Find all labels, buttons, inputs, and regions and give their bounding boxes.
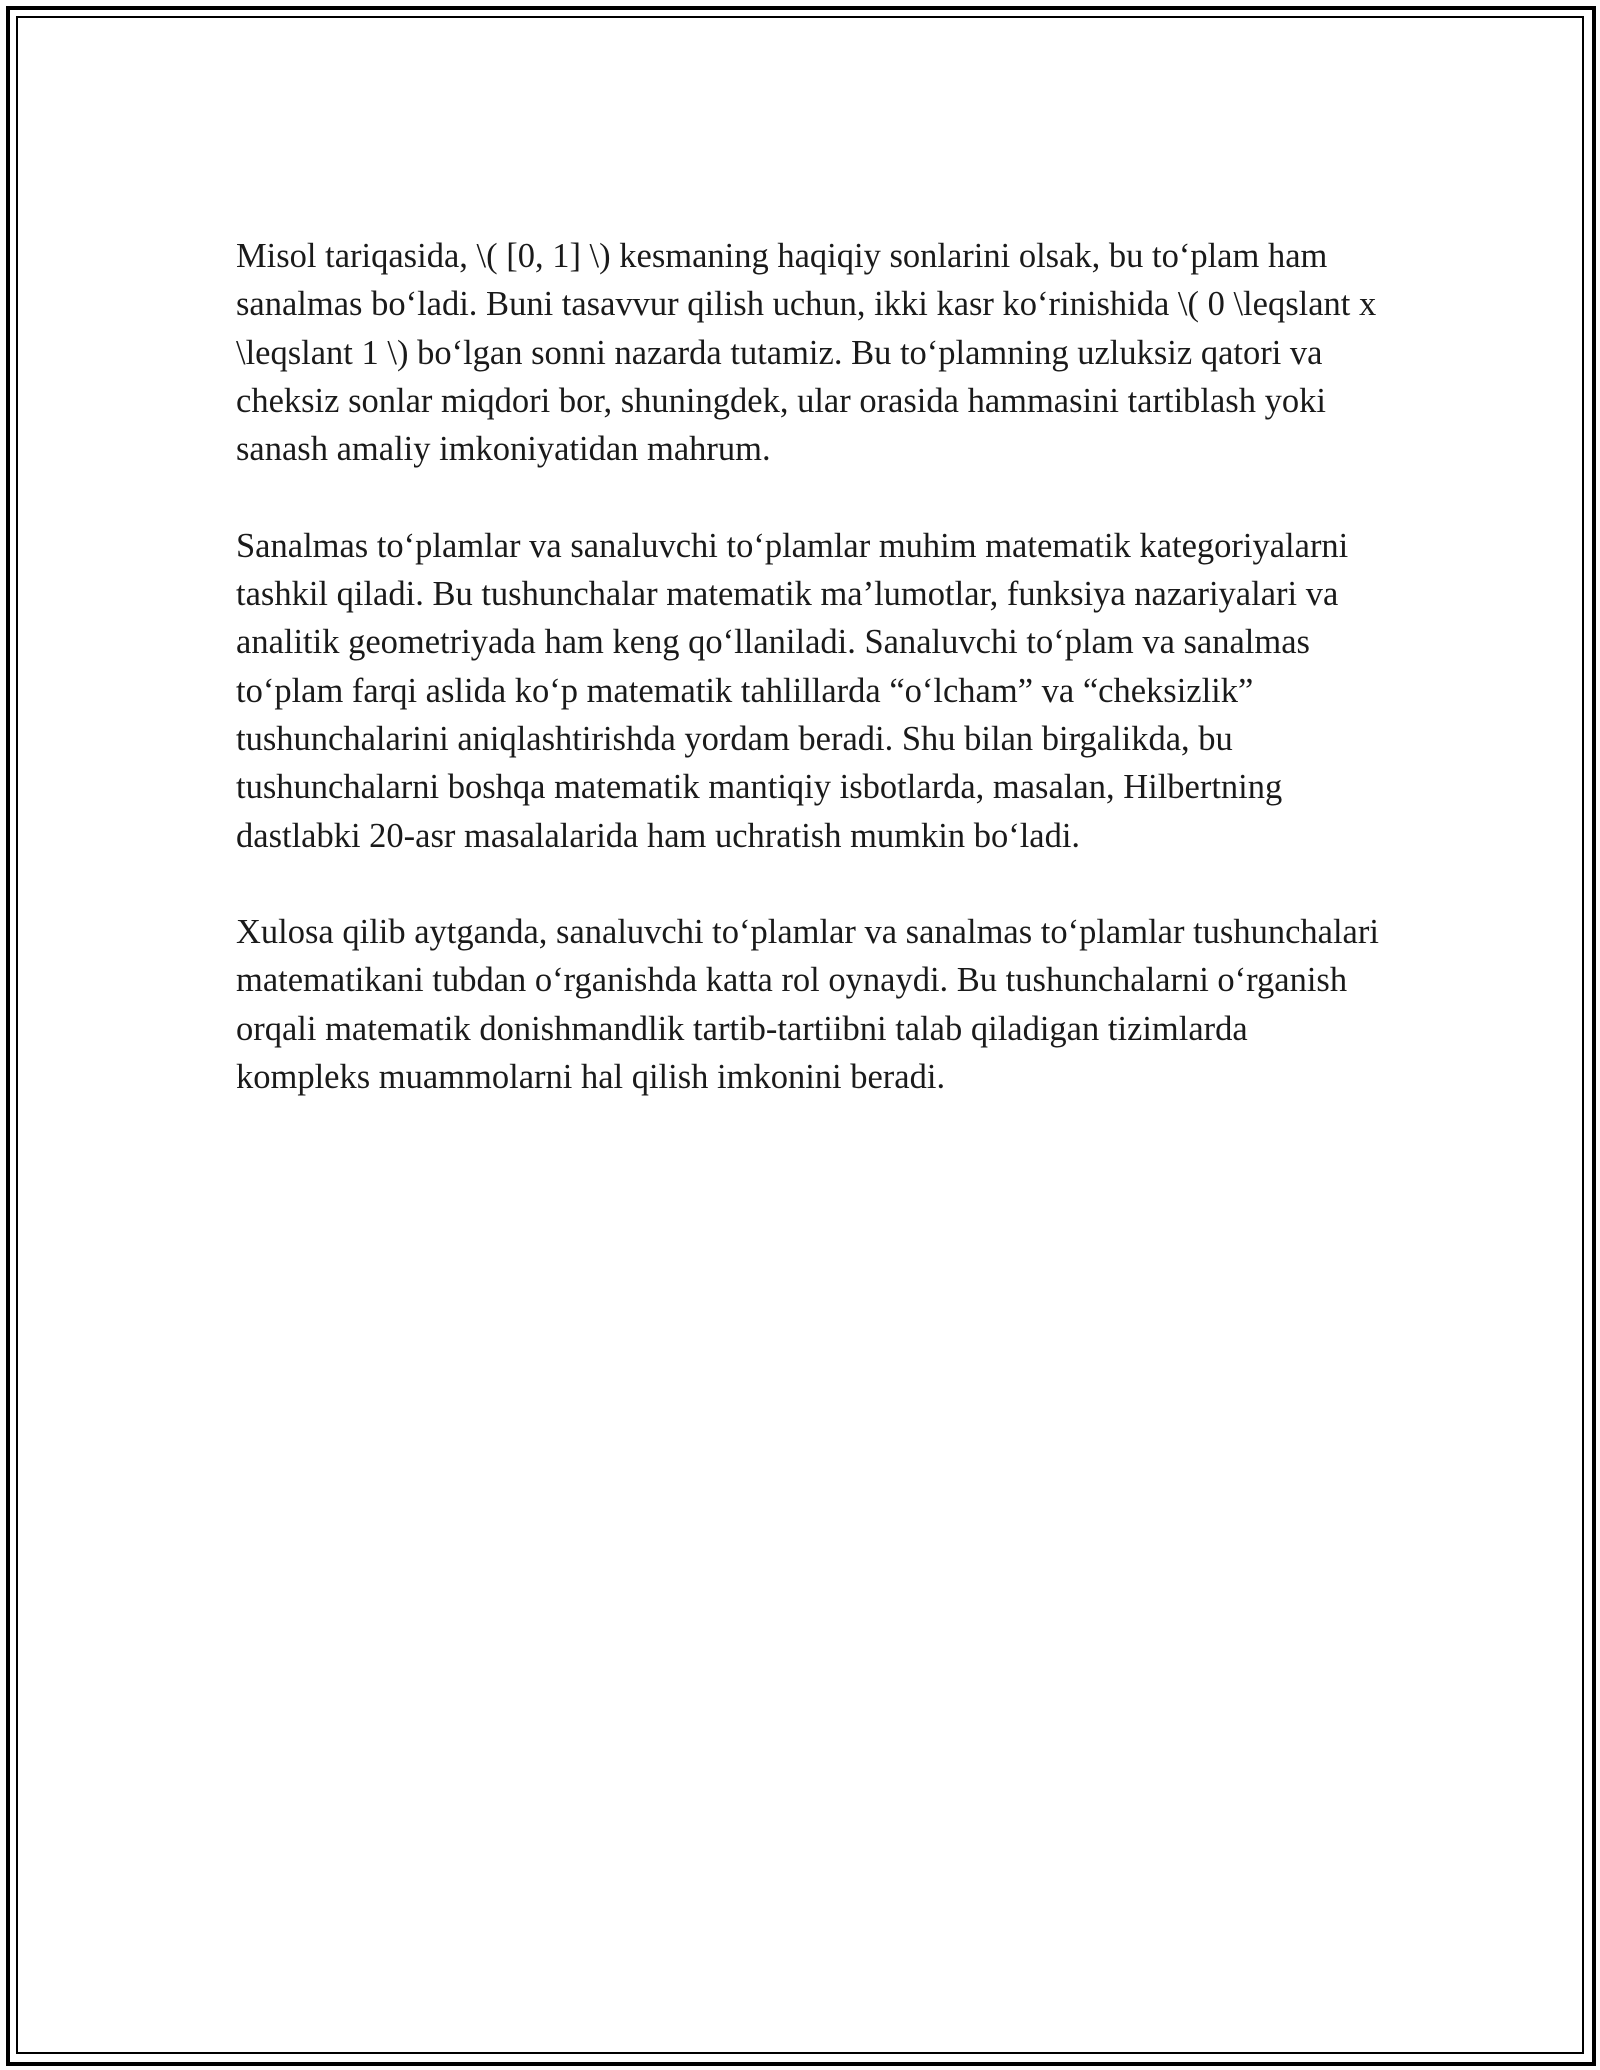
paragraph-3: Xulosa qilib aytganda, sanaluvchi to‘plamlar va sanalmas to‘plamlar tushunchalari matematikani tubdan o‘rganishda katta rol oynaydi. Bu tushunchalarni o‘rganish orqali matematik donishmandlik tartib-tartiibni talab qiladigan tizimlarda kompleks muammolarni hal qilish imkonini beradi. (236, 913, 1379, 1097)
paragraph-2: Sanalmas to‘plamlar va sanaluvchi to‘plamlar muhim matematik kategoriyalarni tashkil qiladi. Bu tushunchalar matematik ma’lumotlar, funksiya nazariyalari va analitik geometriyada ham keng qo‘llaniladi. Sanaluvchi to‘plam va sanalmas to‘plam farqi aslida ko‘p matematik tahlillarda “o‘lcham” va “cheksizlik” tushunchalarini aniqlashtirishda yordam beradi. Shu bilan birgalikda, bu tushunchalarni boshqa matematik mantiqiy isbotlarda, masalan, Hilbertning dastlabki 20-asr masalalarida ham uchratish mumkin bo‘ladi. (236, 526, 1349, 855)
paragraph-1: Misol tariqasida, \( [0, 1] \) kesmaning haqiqiy sonlarini olsak, bu to‘plam ham sanalmas bo‘ladi. Buni tasavvur qilish uchun, ikki kasr ko‘rinishida \( 0 \leqslant x \leqslant 1 \) bo‘lgan sonni nazarda tutamiz. Bu to‘plamning uzluksiz qatori va cheksiz sonlar miqdori bor, shuningdek, ular orasida hammasini tartiblash yoki sanash amaliy imkoniyatidan mahrum. (236, 237, 1377, 469)
document-body (236, 232, 1386, 1150)
